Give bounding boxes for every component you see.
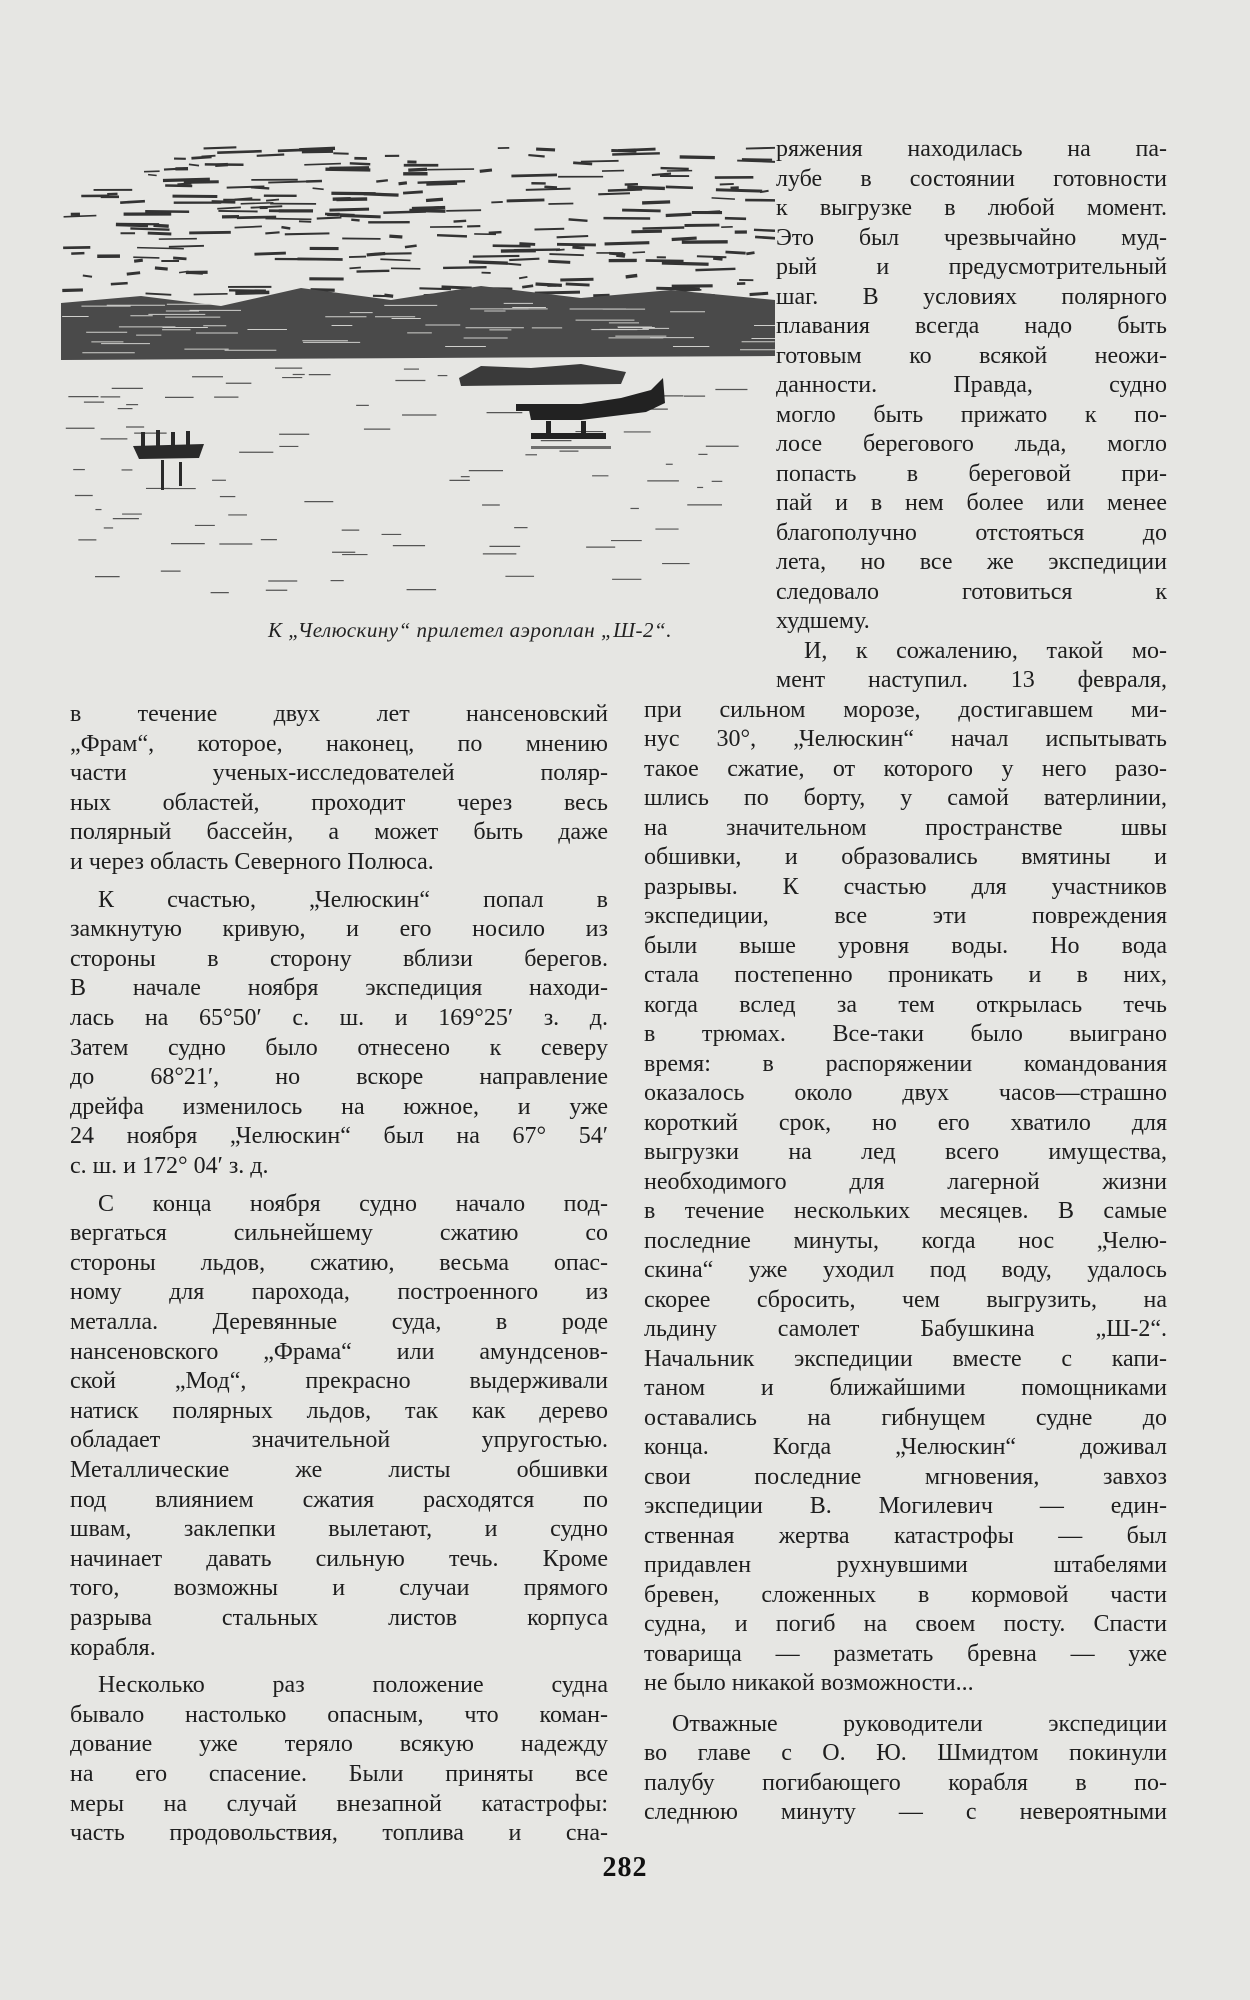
sky-stroke bbox=[349, 268, 360, 269]
sky-stroke bbox=[64, 216, 97, 217]
sky-stroke bbox=[631, 231, 661, 232]
text-line: выгрузки на лед всего имущества, bbox=[644, 1139, 1167, 1165]
sky-stroke bbox=[725, 218, 746, 219]
sky-stroke bbox=[169, 246, 204, 247]
illustration-plane-arrives bbox=[61, 128, 775, 600]
text-line: стороны льдов, сжатию, весьма опас- bbox=[70, 1249, 608, 1276]
sky-stroke bbox=[446, 210, 481, 211]
sky-stroke bbox=[598, 193, 630, 194]
text-line: пай и в нем более или менее bbox=[776, 490, 1167, 516]
text-line: швам, заклепки вылетают, и судно bbox=[70, 1516, 608, 1543]
text-line: могло быть прижато к по- bbox=[776, 401, 1167, 428]
sky-stroke bbox=[351, 220, 359, 221]
ice-floe bbox=[459, 364, 626, 386]
sky-stroke bbox=[473, 256, 520, 257]
sky-stroke bbox=[71, 253, 84, 254]
sky-stroke bbox=[652, 174, 671, 175]
sky-stroke bbox=[299, 221, 311, 222]
sky-stroke bbox=[412, 207, 445, 208]
sky-stroke bbox=[626, 276, 638, 277]
text-line: когда вслед за тем открылась течь bbox=[644, 991, 1167, 1018]
sky-stroke bbox=[528, 155, 544, 156]
sky-stroke bbox=[713, 258, 722, 259]
sky-stroke bbox=[746, 148, 775, 149]
text-line: нансеновского „Фрама“ или амундсенов- bbox=[70, 1338, 608, 1365]
text-line: были выше уровня воды. Но вода bbox=[644, 932, 1167, 959]
text-line: в трюмах. Все-таки было выиграно bbox=[644, 1021, 1167, 1047]
text-line: скорее сбросить, чем выгрузить, на bbox=[644, 1286, 1167, 1313]
sky-stroke bbox=[535, 292, 580, 293]
sky-stroke bbox=[605, 243, 650, 244]
sky-stroke bbox=[746, 253, 754, 254]
sky-stroke bbox=[336, 199, 367, 200]
seaplane-sh2 bbox=[516, 378, 665, 449]
sky-stroke bbox=[469, 262, 508, 263]
sky-stroke bbox=[643, 228, 685, 229]
sky-stroke bbox=[188, 273, 203, 274]
sky-stroke bbox=[489, 232, 502, 233]
text-line: благополучно отстояться до bbox=[776, 519, 1167, 546]
text-line: обладает значительной упругостью. bbox=[70, 1427, 608, 1454]
sky-stroke bbox=[148, 233, 172, 234]
sky-stroke bbox=[666, 187, 693, 188]
text-line: ных областей, проходит через весь bbox=[70, 789, 608, 816]
text-line: плавания всегда надо быть bbox=[776, 313, 1167, 339]
text-line: Затем судно было отнесено к северу bbox=[70, 1034, 608, 1061]
sky-stroke bbox=[519, 244, 535, 245]
sky-stroke bbox=[506, 264, 522, 265]
sky-stroke bbox=[672, 238, 697, 239]
text-line: мент наступил. 13 февраля, bbox=[776, 667, 1167, 693]
text-line: корабля. bbox=[70, 1634, 156, 1661]
text-line: таном и ближайшими помощниками bbox=[644, 1375, 1167, 1401]
sky-stroke bbox=[134, 260, 143, 261]
sky-stroke bbox=[695, 269, 735, 270]
sky-stroke bbox=[120, 201, 145, 202]
sky-stroke bbox=[419, 288, 451, 289]
text-line: скина“ уже уходил под воду, удалось bbox=[644, 1257, 1167, 1283]
text-line: рый и предусмотрительный bbox=[776, 254, 1167, 280]
text-line: до 68°21′, но вскоре направление bbox=[70, 1064, 608, 1091]
sky-stroke bbox=[549, 254, 583, 255]
sky-stroke bbox=[408, 169, 427, 170]
text-line: ской „Мод“, прекрасно выдерживали bbox=[70, 1368, 608, 1395]
text-line: в течение нескольких месяцев. В самые bbox=[644, 1198, 1167, 1224]
sky-stroke bbox=[217, 207, 241, 208]
sky-stroke bbox=[268, 181, 308, 182]
sky-stroke bbox=[680, 157, 715, 158]
sky-stroke bbox=[251, 206, 283, 207]
text-line: необходимого для лагерной жизни bbox=[644, 1168, 1167, 1195]
text-line: замкнутую кривую, и его носило из bbox=[70, 916, 608, 943]
sky-stroke bbox=[697, 256, 726, 257]
sky-stroke bbox=[627, 187, 665, 188]
text-line: лета, но все же экспедиции bbox=[776, 549, 1167, 575]
text-line: лубе в состоянии готовности bbox=[776, 165, 1167, 192]
sky-stroke bbox=[557, 244, 596, 245]
sky-stroke bbox=[349, 257, 366, 258]
text-line: нус 30°, „Челюскин“ начал испытывать bbox=[644, 726, 1167, 752]
sky-stroke bbox=[511, 175, 557, 176]
sky-stroke bbox=[427, 169, 474, 170]
text-line: Начальник экспедиции вместе с капи- bbox=[644, 1345, 1167, 1372]
text-line: „Фрам“, которое, наконец, по мнению bbox=[70, 730, 608, 757]
text-line: И, к сожалению, такой мо- bbox=[804, 637, 1167, 664]
text-line: свои последние мгновения, завхоз bbox=[644, 1463, 1167, 1490]
sky-stroke bbox=[569, 219, 588, 220]
text-line: бревен, сложенных в кормовой части bbox=[644, 1581, 1167, 1608]
sky-stroke bbox=[612, 153, 660, 154]
sky-stroke bbox=[194, 294, 228, 295]
sky-stroke bbox=[313, 188, 324, 189]
sky-stroke bbox=[127, 273, 140, 274]
sky-stroke bbox=[144, 171, 160, 172]
text-line: такое сжатие, от которого у него разо- bbox=[644, 755, 1167, 782]
sky-stroke bbox=[581, 161, 619, 162]
text-line: ственная жертва катастрофы — был bbox=[644, 1522, 1167, 1549]
text-line: судна, и погиб на своем посту. Спасти bbox=[644, 1611, 1167, 1637]
text-line: Несколько раз положение судна bbox=[98, 1672, 608, 1699]
illustration-caption: К „Челюскину“ прилетел аэроплан „Ш-2“. bbox=[268, 618, 672, 642]
text-line: С конца ноября судно начало под- bbox=[98, 1190, 608, 1217]
sky-stroke bbox=[184, 182, 219, 183]
sky-stroke bbox=[130, 228, 169, 229]
sky-stroke bbox=[556, 249, 565, 250]
sky-stroke bbox=[666, 214, 692, 215]
sky-stroke bbox=[265, 219, 311, 220]
text-line: экспедиции В. Могилевич — един- bbox=[644, 1493, 1167, 1519]
sky-stroke bbox=[317, 217, 342, 218]
sky-stroke bbox=[391, 268, 420, 269]
sky-stroke bbox=[725, 252, 745, 253]
text-line: попасть в береговой при- bbox=[776, 460, 1167, 487]
sky-stroke bbox=[235, 292, 269, 293]
text-line: шаг. В условиях полярного bbox=[776, 283, 1167, 310]
sky-stroke bbox=[189, 164, 199, 165]
text-line: лосе берегового льда, могло bbox=[776, 431, 1167, 457]
sky-stroke bbox=[350, 163, 370, 164]
sky-stroke bbox=[367, 254, 385, 255]
text-line: В начале ноября экспедиция находи- bbox=[70, 975, 608, 1002]
text-line: дование уже теряло всякую надежду bbox=[70, 1731, 608, 1758]
text-line: оставались на гибнущем судне до bbox=[644, 1404, 1167, 1431]
sky-stroke bbox=[622, 210, 661, 211]
sky-stroke bbox=[285, 233, 330, 234]
sky-stroke bbox=[557, 236, 589, 237]
text-line: под влиянием сжатия расходятся по bbox=[70, 1486, 608, 1513]
sky-stroke bbox=[403, 192, 423, 193]
text-line: льдину самолет Бабушкина „Ш-2“. bbox=[644, 1316, 1167, 1342]
sky-stroke bbox=[266, 199, 279, 200]
sky-stroke bbox=[383, 212, 426, 213]
sky-stroke bbox=[218, 211, 257, 212]
sky-stroke bbox=[304, 164, 341, 165]
sky-stroke bbox=[257, 154, 285, 155]
sky-stroke bbox=[329, 168, 369, 169]
text-line: готовым ко всякой неожи- bbox=[776, 342, 1167, 369]
text-line: палубу погибающего корабля в по- bbox=[644, 1769, 1167, 1796]
sky-stroke bbox=[646, 261, 684, 262]
sky-stroke bbox=[405, 246, 417, 247]
text-line: короткий срок, но его хватило для bbox=[644, 1109, 1167, 1136]
sky-stroke bbox=[389, 236, 402, 237]
sky-hatching bbox=[62, 147, 775, 297]
sky-stroke bbox=[251, 187, 269, 188]
text-line: Отважные руководители экспедиции bbox=[672, 1710, 1167, 1737]
sky-stroke bbox=[750, 293, 769, 294]
sky-stroke bbox=[235, 198, 253, 199]
sky-stroke bbox=[548, 261, 570, 262]
text-line: оказалось около двух часов—страшно bbox=[644, 1080, 1167, 1106]
text-line: К счастью, „Челюскин“ попал в bbox=[98, 886, 608, 913]
sky-stroke bbox=[572, 247, 584, 248]
sky-stroke bbox=[357, 271, 390, 272]
text-line: полярный бассейн, а может быть даже bbox=[70, 819, 608, 846]
sky-stroke bbox=[217, 151, 261, 152]
sky-stroke bbox=[281, 227, 290, 228]
text-line: во главе с О. Ю. Шмидтом покинули bbox=[644, 1740, 1167, 1766]
sky-stroke bbox=[202, 156, 216, 157]
text-line: в течение двух лет нансеновский bbox=[70, 701, 608, 727]
sky-stroke bbox=[306, 181, 322, 182]
text-line: 24 ноября „Челюскин“ был на 67° 54′ bbox=[70, 1123, 608, 1150]
sky-stroke bbox=[153, 225, 168, 226]
sky-stroke bbox=[265, 232, 279, 233]
sky-stroke bbox=[380, 259, 410, 260]
text-line: товарища — разметать бревна — уже bbox=[644, 1640, 1167, 1667]
sky-stroke bbox=[215, 165, 228, 166]
sky-stroke bbox=[705, 211, 720, 212]
sky-stroke bbox=[163, 179, 210, 180]
sky-stroke bbox=[254, 253, 285, 254]
sky-stroke bbox=[133, 257, 159, 258]
sky-stroke bbox=[426, 184, 457, 185]
text-line: начинает давать сильную течь. Кроме bbox=[70, 1545, 608, 1572]
sky-stroke bbox=[534, 229, 564, 230]
sky-stroke bbox=[299, 148, 335, 149]
sky-stroke bbox=[111, 283, 128, 284]
text-line: натиск полярных льдов, так как дерево bbox=[70, 1397, 608, 1424]
sky-stroke bbox=[437, 235, 467, 236]
text-line: худшему. bbox=[776, 608, 870, 634]
sky-stroke bbox=[509, 259, 539, 260]
sky-stroke bbox=[399, 183, 407, 184]
sky-stroke bbox=[331, 193, 375, 194]
sky-stroke bbox=[618, 149, 655, 150]
text-line: придавлен рухнувшими штабелями bbox=[644, 1552, 1167, 1578]
sky-stroke bbox=[507, 200, 545, 201]
text-line: стала постепенно проникать и в них, bbox=[644, 962, 1167, 988]
sky-stroke bbox=[189, 232, 231, 233]
text-line: части ученых-исследователей поляр- bbox=[70, 760, 608, 787]
sky-stroke bbox=[566, 284, 590, 285]
sky-stroke bbox=[155, 268, 168, 269]
text-line: Металлические же листы обшивки bbox=[70, 1457, 608, 1483]
text-line: Это был чрезвычайно муд- bbox=[776, 224, 1167, 251]
text-line: последние минуты, когда нос „Челю- bbox=[644, 1227, 1167, 1254]
sky-stroke bbox=[662, 263, 709, 264]
sky-stroke bbox=[737, 161, 775, 162]
sky-stroke bbox=[191, 157, 211, 158]
sky-stroke bbox=[235, 226, 262, 227]
text-line: ному для парохода, построенного из bbox=[70, 1279, 608, 1306]
sky-stroke bbox=[454, 221, 467, 222]
sky-stroke bbox=[83, 275, 92, 276]
sky-stroke bbox=[173, 258, 186, 259]
mountain-range bbox=[61, 286, 775, 360]
sky-stroke bbox=[712, 198, 735, 199]
text-line: лась на 65°50′ с. ш. и 169°25′ з. д. bbox=[70, 1005, 608, 1031]
text-line: к выгрузке в любой момент. bbox=[776, 195, 1167, 221]
sky-stroke bbox=[633, 252, 645, 253]
text-line: обшивки, и образовались вмятины и bbox=[644, 844, 1167, 870]
sky-stroke bbox=[204, 147, 237, 148]
sky-stroke bbox=[376, 180, 388, 181]
text-line: данности. Правда, судно bbox=[776, 372, 1167, 398]
sky-stroke bbox=[754, 230, 775, 231]
text-line: на значительном пространстве швы bbox=[644, 814, 1167, 841]
text-line: шлись по борту, у самой ватерлинии, bbox=[644, 785, 1167, 811]
text-line: следовало готовиться к bbox=[776, 578, 1167, 605]
text-line: не было никакой возможности... bbox=[644, 1670, 974, 1696]
sky-stroke bbox=[418, 181, 466, 182]
sky-stroke bbox=[661, 168, 689, 169]
sky-stroke bbox=[656, 288, 700, 289]
text-line: на его спасение. Были приняты все bbox=[70, 1761, 608, 1787]
sky-stroke bbox=[340, 215, 381, 216]
sky-stroke bbox=[526, 189, 571, 190]
sky-stroke bbox=[522, 286, 533, 287]
sky-stroke bbox=[560, 279, 593, 280]
sky-stroke bbox=[573, 163, 592, 164]
text-line: разрыва стальных листов корпуса bbox=[70, 1605, 608, 1631]
text-line: конца. Когда „Челюскин“ доживал bbox=[644, 1434, 1167, 1460]
text-line: с. ш. и 172° 04′ з. д. bbox=[70, 1153, 269, 1179]
sky-stroke bbox=[146, 293, 172, 294]
page-number: 282 bbox=[602, 1852, 648, 1883]
text-line: вергаться сильнейшему сжатию со bbox=[70, 1220, 608, 1247]
sky-stroke bbox=[237, 217, 276, 218]
sky-stroke bbox=[536, 149, 555, 150]
sky-stroke bbox=[62, 290, 83, 291]
sky-stroke bbox=[116, 225, 148, 226]
text-line: экспедиции, все эти повреждения bbox=[644, 903, 1167, 929]
text-line: металла. Деревянные суда, в роде bbox=[70, 1309, 608, 1335]
sky-stroke bbox=[755, 237, 775, 238]
sky-stroke bbox=[329, 209, 369, 210]
text-line: стороны в сторону вблизи берегов. bbox=[70, 945, 608, 972]
mountains bbox=[61, 286, 775, 360]
text-line: и через область Северного Полюса. bbox=[70, 849, 434, 875]
sky-stroke bbox=[608, 189, 642, 190]
text-line: меры на случай внезапной катастрофы: bbox=[70, 1790, 608, 1817]
boat-with-people bbox=[133, 430, 204, 490]
sky-stroke bbox=[442, 287, 472, 288]
sky-stroke bbox=[137, 248, 184, 249]
sky-stroke bbox=[426, 199, 443, 200]
text-line: следнюю минуту — с невероятными bbox=[644, 1799, 1167, 1825]
text-line: часть продовольствия, топлива и сна- bbox=[70, 1820, 608, 1847]
sky-stroke bbox=[720, 184, 734, 185]
sky-stroke bbox=[384, 295, 393, 296]
text-line: при сильном морозе, достигавшем ми- bbox=[644, 696, 1167, 723]
sky-stroke bbox=[519, 277, 527, 278]
text-line: ряжения находилась на па- bbox=[776, 136, 1167, 162]
sky-stroke bbox=[443, 267, 487, 268]
sky-stroke bbox=[177, 183, 191, 184]
sky-stroke bbox=[241, 203, 274, 204]
sky-stroke bbox=[480, 170, 492, 171]
sky-stroke bbox=[716, 190, 762, 191]
sky-stroke bbox=[642, 202, 670, 203]
sky-stroke bbox=[609, 253, 625, 254]
text-line: дрейфа изменилось на южное, и уже bbox=[70, 1093, 608, 1120]
sky-stroke bbox=[148, 175, 157, 176]
text-line: разрывы. К счастью для участников bbox=[644, 873, 1167, 900]
sky-stroke bbox=[544, 187, 557, 188]
text-line: время: в распоряжении командования bbox=[644, 1050, 1167, 1077]
text-line: бывало настолько опасным, что коман- bbox=[70, 1701, 608, 1728]
text-line: того, возможны и случаи прямого bbox=[70, 1575, 608, 1602]
